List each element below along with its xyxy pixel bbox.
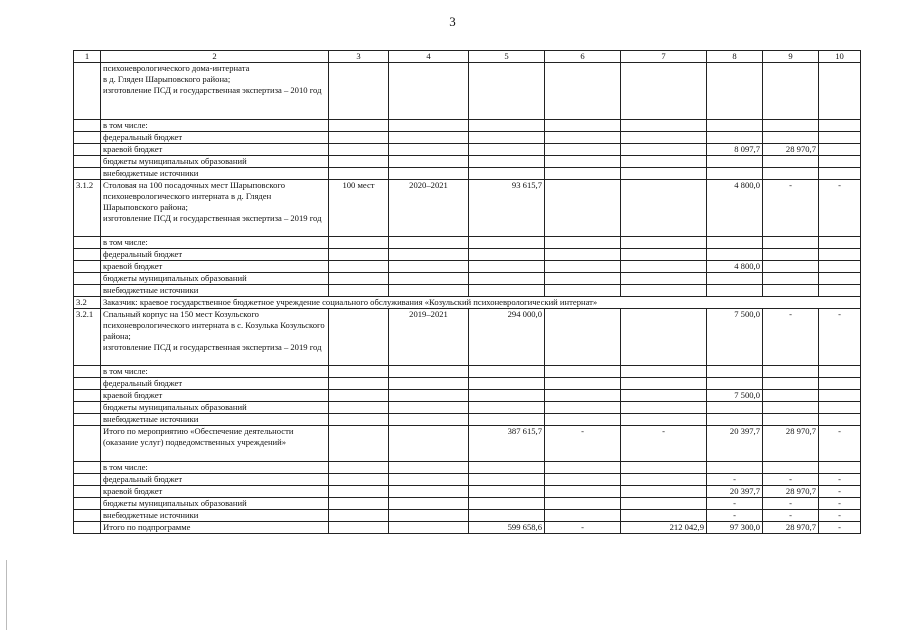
period-cell (389, 462, 469, 474)
value-cell (469, 120, 545, 132)
value-cell: 387 615,7 (469, 426, 545, 462)
capacity-cell (329, 414, 389, 426)
value-cell (819, 132, 861, 144)
value-cell (469, 378, 545, 390)
value-cell (469, 462, 545, 474)
value-cell: - (819, 309, 861, 366)
header-cell: 6 (545, 51, 621, 63)
value-cell (819, 237, 861, 249)
description-cell: краевой бюджет (101, 390, 329, 402)
period-cell (389, 390, 469, 402)
value-cell (621, 120, 707, 132)
value-cell (469, 63, 545, 120)
row-number-cell (74, 390, 101, 402)
row-number-cell (74, 144, 101, 156)
description-cell: внебюджетные источники (101, 285, 329, 297)
value-cell (763, 414, 819, 426)
description-cell: Столовая на 100 посадочных мест Шарыповского психоневрологического интерната в д. Гляден Шарыповского района; изготовление ПСД и государственная экспертиза – 2019 год (101, 180, 329, 237)
table-row (74, 510, 861, 522)
value-cell (763, 378, 819, 390)
value-cell: 93 615,7 (469, 180, 545, 237)
value-cell (819, 156, 861, 168)
value-cell (819, 63, 861, 120)
capacity-cell (329, 120, 389, 132)
value-cell (545, 261, 621, 273)
value-cell (621, 249, 707, 261)
value-cell: 28 970,7 (763, 522, 819, 534)
value-cell (621, 462, 707, 474)
value-cell (819, 168, 861, 180)
table-row (74, 402, 861, 414)
value-cell (763, 462, 819, 474)
description-cell: бюджеты муниципальных образований (101, 498, 329, 510)
value-cell: - (707, 510, 763, 522)
period-cell (389, 132, 469, 144)
value-cell: - (763, 180, 819, 237)
value-cell (621, 156, 707, 168)
table-row (74, 261, 861, 273)
table-row (74, 366, 861, 378)
value-cell (469, 498, 545, 510)
description-cell: Итого по подпрограмме (101, 522, 329, 534)
capacity-cell (329, 249, 389, 261)
table-row (74, 378, 861, 390)
value-cell (545, 366, 621, 378)
header-cell: 10 (819, 51, 861, 63)
value-cell: - (819, 510, 861, 522)
value-cell (763, 261, 819, 273)
capacity-cell (329, 462, 389, 474)
value-cell (469, 510, 545, 522)
period-cell (389, 498, 469, 510)
row-number-cell (74, 273, 101, 285)
value-cell (707, 237, 763, 249)
value-cell (707, 414, 763, 426)
period-cell (389, 144, 469, 156)
value-cell: 20 397,7 (707, 426, 763, 462)
value-cell (621, 390, 707, 402)
value-cell (819, 402, 861, 414)
value-cell (545, 63, 621, 120)
value-cell (621, 366, 707, 378)
value-cell (707, 249, 763, 261)
value-cell: 20 397,7 (707, 486, 763, 498)
header-cell: 1 (74, 51, 101, 63)
value-cell (469, 261, 545, 273)
value-cell (707, 402, 763, 414)
value-cell (545, 462, 621, 474)
table-row (74, 144, 861, 156)
row-number-cell (74, 63, 101, 120)
capacity-cell (329, 237, 389, 249)
value-cell: - (545, 522, 621, 534)
value-cell: - (819, 486, 861, 498)
row-number-cell (74, 156, 101, 168)
table-row (74, 390, 861, 402)
value-cell: - (819, 426, 861, 462)
value-cell (763, 156, 819, 168)
period-cell (389, 402, 469, 414)
value-cell (469, 168, 545, 180)
table-row (74, 297, 861, 309)
capacity-cell (329, 402, 389, 414)
capacity-cell: 100 мест (329, 180, 389, 237)
period-cell (389, 168, 469, 180)
value-cell (763, 249, 819, 261)
capacity-cell (329, 132, 389, 144)
value-cell (819, 249, 861, 261)
value-cell (707, 168, 763, 180)
table-row (74, 414, 861, 426)
value-cell (621, 273, 707, 285)
value-cell (819, 378, 861, 390)
value-cell (819, 261, 861, 273)
value-cell (763, 63, 819, 120)
value-cell: - (819, 180, 861, 237)
value-cell (763, 168, 819, 180)
table-row (74, 168, 861, 180)
budget-table (73, 50, 861, 534)
value-cell: 7 500,0 (707, 309, 763, 366)
capacity-cell (329, 474, 389, 486)
period-cell (389, 378, 469, 390)
value-cell (621, 486, 707, 498)
value-cell (469, 144, 545, 156)
value-cell (545, 180, 621, 237)
value-cell (545, 510, 621, 522)
capacity-cell (329, 144, 389, 156)
value-cell (621, 309, 707, 366)
value-cell (707, 378, 763, 390)
value-cell: 28 970,7 (763, 426, 819, 462)
period-cell (389, 273, 469, 285)
value-cell (469, 414, 545, 426)
value-cell (707, 366, 763, 378)
value-cell: 28 970,7 (763, 486, 819, 498)
value-cell (763, 132, 819, 144)
table-row (74, 156, 861, 168)
value-cell: 294 000,0 (469, 309, 545, 366)
value-cell (545, 168, 621, 180)
capacity-cell (329, 156, 389, 168)
capacity-cell (329, 63, 389, 120)
value-cell: 8 097,7 (707, 144, 763, 156)
value-cell (819, 462, 861, 474)
value-cell (763, 390, 819, 402)
header-cell: 7 (621, 51, 707, 63)
table-row (74, 486, 861, 498)
value-cell (763, 120, 819, 132)
capacity-cell (329, 273, 389, 285)
table-row (74, 426, 861, 462)
row-number-cell (74, 402, 101, 414)
row-number-cell (74, 168, 101, 180)
value-cell (469, 285, 545, 297)
table-row (74, 462, 861, 474)
description-cell: федеральный бюджет (101, 132, 329, 144)
table-row (74, 120, 861, 132)
table-row (74, 522, 861, 534)
table-row (74, 309, 861, 366)
period-cell (389, 120, 469, 132)
value-cell (819, 285, 861, 297)
header-cell: 3 (329, 51, 389, 63)
value-cell (621, 144, 707, 156)
value-cell: 7 500,0 (707, 390, 763, 402)
table-row (74, 180, 861, 237)
description-cell: бюджеты муниципальных образований (101, 156, 329, 168)
value-cell: - (763, 510, 819, 522)
description-cell: федеральный бюджет (101, 249, 329, 261)
description-cell: краевой бюджет (101, 486, 329, 498)
value-cell (763, 402, 819, 414)
period-cell: 2020–2021 (389, 180, 469, 237)
value-cell: - (545, 426, 621, 462)
value-cell (469, 132, 545, 144)
value-cell (469, 474, 545, 486)
header-cell: 9 (763, 51, 819, 63)
table-row (74, 285, 861, 297)
period-cell (389, 522, 469, 534)
value-cell: - (819, 474, 861, 486)
page-number: 3 (449, 14, 456, 29)
row-number-cell (74, 522, 101, 534)
value-cell (621, 63, 707, 120)
period-cell (389, 63, 469, 120)
description-cell: Спальный корпус на 150 мест Козульского психоневрологического интерната в с. Козулька Козульского района; изготовление ПСД и государственная экспертиза – 2019 год (101, 309, 329, 366)
value-cell: - (819, 498, 861, 510)
period-cell (389, 414, 469, 426)
value-cell (545, 474, 621, 486)
capacity-cell (329, 366, 389, 378)
row-number-cell (74, 237, 101, 249)
row-number-cell: 3.2 (74, 297, 101, 309)
value-cell: - (707, 498, 763, 510)
row-number-cell (74, 474, 101, 486)
value-cell (469, 402, 545, 414)
value-cell (545, 390, 621, 402)
period-cell (389, 261, 469, 273)
row-number-cell: 3.1.2 (74, 180, 101, 237)
row-number-cell (74, 366, 101, 378)
capacity-cell (329, 390, 389, 402)
value-cell (819, 366, 861, 378)
period-cell (389, 510, 469, 522)
table-row (74, 273, 861, 285)
description-cell: Итого по мероприятию «Обеспечение деятельности (оказание услуг) подведомственных учреждений» (101, 426, 329, 462)
row-number-cell (74, 462, 101, 474)
scan-edge-mark (6, 560, 7, 630)
header-cell: 4 (389, 51, 469, 63)
row-number-cell (74, 498, 101, 510)
value-cell: 97 300,0 (707, 522, 763, 534)
value-cell (819, 144, 861, 156)
value-cell (469, 237, 545, 249)
capacity-cell (329, 309, 389, 366)
value-cell (621, 378, 707, 390)
capacity-cell (329, 378, 389, 390)
value-cell (819, 390, 861, 402)
capacity-cell (329, 522, 389, 534)
table-row (74, 132, 861, 144)
description-cell: в том числе: (101, 237, 329, 249)
value-cell (819, 414, 861, 426)
value-cell (469, 366, 545, 378)
value-cell: 4 800,0 (707, 180, 763, 237)
table-row (74, 498, 861, 510)
value-cell: - (763, 474, 819, 486)
value-cell (707, 156, 763, 168)
value-cell (545, 309, 621, 366)
value-cell (545, 237, 621, 249)
period-cell: 2019–2021 (389, 309, 469, 366)
value-cell (621, 285, 707, 297)
description-cell: краевой бюджет (101, 144, 329, 156)
value-cell (621, 168, 707, 180)
period-cell (389, 486, 469, 498)
capacity-cell (329, 510, 389, 522)
value-cell: - (763, 309, 819, 366)
value-cell (469, 486, 545, 498)
period-cell (389, 426, 469, 462)
value-cell (545, 414, 621, 426)
value-cell (621, 414, 707, 426)
period-cell (389, 249, 469, 261)
value-cell (469, 156, 545, 168)
table-row (74, 474, 861, 486)
value-cell (621, 237, 707, 249)
value-cell (819, 120, 861, 132)
value-cell (545, 378, 621, 390)
row-number-cell (74, 486, 101, 498)
row-number-cell (74, 426, 101, 462)
period-cell (389, 285, 469, 297)
value-cell (621, 180, 707, 237)
value-cell (545, 249, 621, 261)
description-cell: в том числе: (101, 120, 329, 132)
budget-table-container (73, 50, 860, 534)
row-number-cell (74, 510, 101, 522)
capacity-cell (329, 261, 389, 273)
description-cell: федеральный бюджет (101, 474, 329, 486)
description-cell: внебюджетные источники (101, 414, 329, 426)
value-cell (545, 144, 621, 156)
value-cell (819, 273, 861, 285)
capacity-cell (329, 486, 389, 498)
value-cell (621, 261, 707, 273)
value-cell (707, 120, 763, 132)
capacity-cell (329, 426, 389, 462)
value-cell (545, 402, 621, 414)
value-cell: - (621, 426, 707, 462)
value-cell (621, 474, 707, 486)
value-cell (763, 366, 819, 378)
value-cell (545, 120, 621, 132)
value-cell: 599 658,6 (469, 522, 545, 534)
section-heading-cell: Заказчик: краевое государственное бюджетное учреждение социального обслуживания «Козульский психоневрологический интернат» (101, 297, 861, 309)
description-cell: в том числе: (101, 462, 329, 474)
row-number-cell (74, 132, 101, 144)
description-cell: федеральный бюджет (101, 378, 329, 390)
period-cell (389, 156, 469, 168)
description-cell: краевой бюджет (101, 261, 329, 273)
row-number-cell (74, 120, 101, 132)
table-row (74, 249, 861, 261)
value-cell (469, 390, 545, 402)
description-cell: внебюджетные источники (101, 510, 329, 522)
value-cell (545, 285, 621, 297)
value-cell (621, 132, 707, 144)
row-number-cell (74, 285, 101, 297)
row-number-cell (74, 261, 101, 273)
value-cell (707, 462, 763, 474)
value-cell: 4 800,0 (707, 261, 763, 273)
value-cell (545, 273, 621, 285)
description-cell: бюджеты муниципальных образований (101, 273, 329, 285)
period-cell (389, 474, 469, 486)
description-cell: в том числе: (101, 366, 329, 378)
value-cell (469, 249, 545, 261)
value-cell (545, 132, 621, 144)
header-cell: 5 (469, 51, 545, 63)
row-number-cell: 3.2.1 (74, 309, 101, 366)
value-cell (763, 273, 819, 285)
row-number-cell (74, 378, 101, 390)
description-cell: психоневрологического дома-интерната в д. Гляден Шарыповского района; изготовление ПСД и государственная экспертиза – 2010 год (101, 63, 329, 120)
value-cell (707, 132, 763, 144)
value-cell (469, 273, 545, 285)
value-cell: 28 970,7 (763, 144, 819, 156)
value-cell: 212 042,9 (621, 522, 707, 534)
header-cell: 2 (101, 51, 329, 63)
header-cell: 8 (707, 51, 763, 63)
row-number-cell (74, 414, 101, 426)
value-cell (545, 156, 621, 168)
value-cell (621, 498, 707, 510)
row-number-cell (74, 249, 101, 261)
value-cell (763, 285, 819, 297)
period-cell (389, 237, 469, 249)
description-cell: внебюджетные источники (101, 168, 329, 180)
capacity-cell (329, 168, 389, 180)
capacity-cell (329, 285, 389, 297)
value-cell: - (763, 498, 819, 510)
value-cell (621, 402, 707, 414)
table-row (74, 237, 861, 249)
value-cell: - (819, 522, 861, 534)
description-cell: бюджеты муниципальных образований (101, 402, 329, 414)
table-row (74, 63, 861, 120)
period-cell (389, 366, 469, 378)
value-cell: - (707, 474, 763, 486)
value-cell (621, 510, 707, 522)
value-cell (707, 285, 763, 297)
value-cell (763, 237, 819, 249)
value-cell (707, 63, 763, 120)
value-cell (707, 273, 763, 285)
value-cell (545, 486, 621, 498)
header-row (74, 51, 861, 63)
capacity-cell (329, 498, 389, 510)
value-cell (545, 498, 621, 510)
